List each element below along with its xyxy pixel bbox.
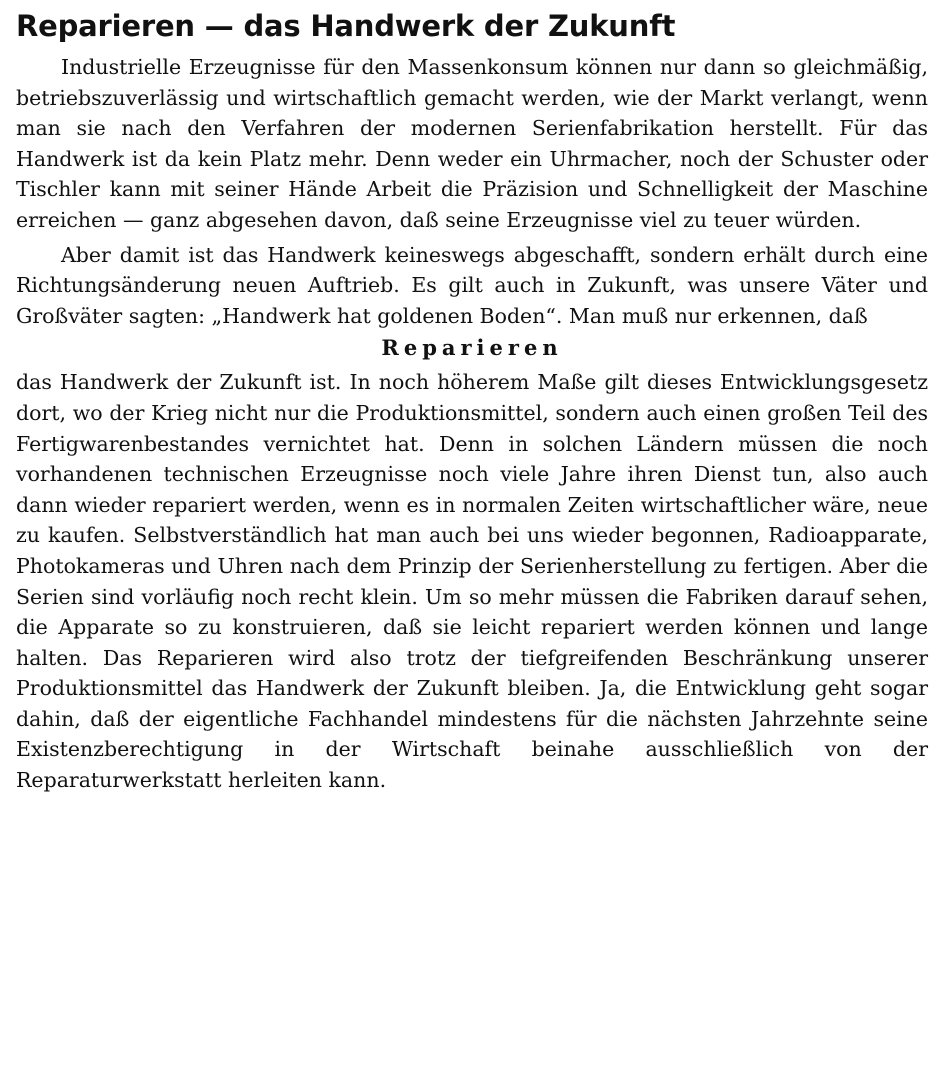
paragraph-second: Aber damit ist das Handwerk keineswegs abgeschafft, sondern erhält durch eine Richtungsänderung neuen Auftrieb. Es gilt auch in Zukunft, was unsere Väter und Großväter sagten: „Handwerk hat goldenen Boden“. Man muß nur erkennen, daß (16, 242, 928, 328)
section-subheading: Reparieren (381, 335, 563, 361)
paragraph-third: das Handwerk der Zukunft ist. In noch höherem Maße gilt dieses Entwicklungsgesetz dort, wo der Krieg nicht nur die Produktionsmittel, sondern auch einen großen Teil des Fertigwarenbestandes vernichtet hat. Denn in solchen Ländern müssen die noch vorhandenen technischen Erzeugnisse noch viele Jahre ihren Dienst tun, also auch dann wieder repariert werden, wenn es in normalen Zeiten wirtschaftlicher wäre, neue zu kaufen. Selbstverständlich hat man auch bei uns wieder begonnen, Radioapparate, Photokameras und Uhren nach dem Prinzip der Serienherstellung zu fertigen. Aber die Serien sind vorläufig noch recht klein. Um so mehr müssen die Fabriken darauf sehen, die Apparate so zu konstruieren, daß sie leicht repariert werden können und lange halten. Das Reparieren wird also trotz der tiefgreifenden Beschränkung unserer Produktionsmittel das Handwerk der Zukunft bleiben. Ja, die Entwicklung geht sogar dahin, daß der eigentliche Fachhandel mindestens für die nächsten Jahrzehnte seine Existenzberechtigung in der Wirtschaft beinahe ausschließlich von der Reparaturwerkstatt herleiten kann. (16, 370, 928, 793)
paragraph-intro: Industrielle Erzeugnisse für den Massenkonsum können nur dann so gleichmäßig, betriebszuverlässig und wirtschaftlich gemacht werden, wie der Markt verlangt, wenn man sie nach den Verfahren der modernen Serienfabrikation herstellt. Für das Handwerk ist da kein Platz mehr. Denn weder ein Uhrmacher, noch der Schuster oder Tischler kann mit seiner Hände Arbeit die Präzision und Schnelligkeit der Maschine erreichen — ganz abgesehen davon, daß seine Erzeugnisse viel zu teuer würden. (16, 55, 928, 232)
article-headline: Reparieren — das Handwerk der Zukunft (16, 9, 676, 43)
article-body (16, 52, 928, 796)
article (16, 8, 928, 796)
